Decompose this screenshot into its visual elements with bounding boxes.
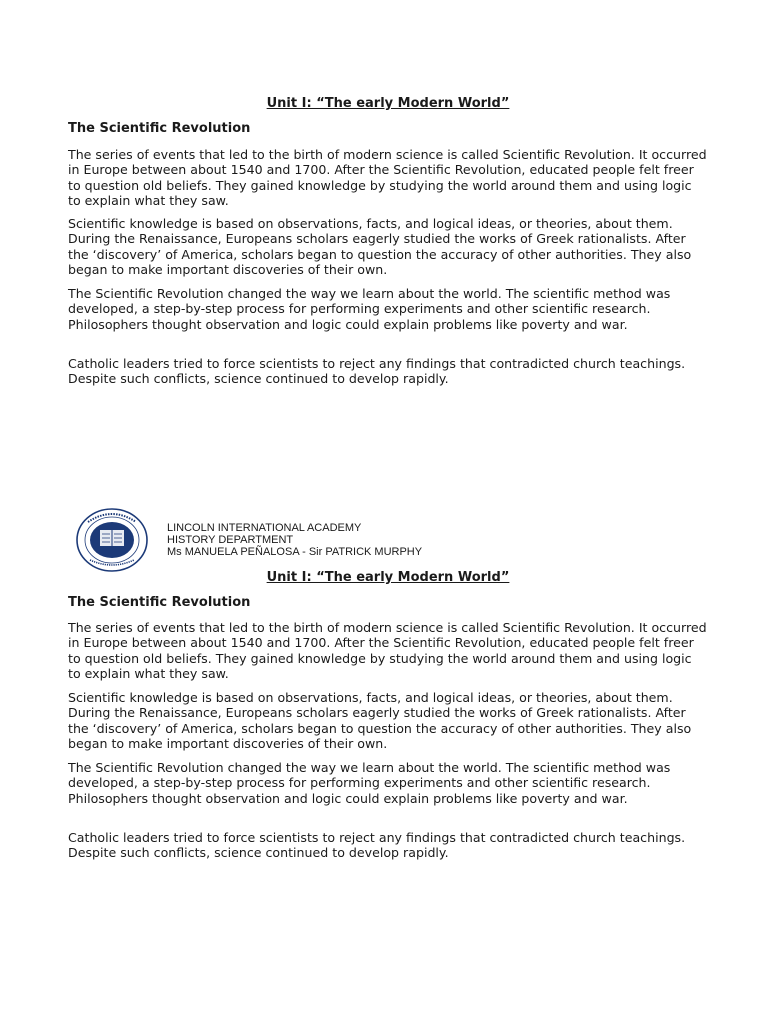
paragraph-text: Scientific knowledge is based on observations, facts, and logical ideas, or theories, about them. During the Renaissance, Europeans scholars eagerly studied the works of Greek rationalists. After the ‘discovery’ of America, scholars began to question the accuracy of other authorities. They also began to make important discoveries of their own. <box>68 216 692 277</box>
page-title: Unit I: “The early Modern World” <box>266 96 510 111</box>
page1-section <box>68 96 708 112</box>
paragraph <box>68 147 708 208</box>
paragraph-text: The series of events that led to the birth of modern science is called Scientific Revolution. It occurred in Europe between about 1540 and 1700. After the Scientific Revolution, educated people felt freer to question old beliefs. They gained knowledge by studying the world around them and using logic to explain what they saw. <box>68 620 707 681</box>
school-header <box>167 522 422 558</box>
paragraph <box>68 690 708 751</box>
paragraph-text: Catholic leaders tried to force scientists to reject any findings that contradicted church teachings. Despite such conflicts, science continued to develop rapidly. <box>68 356 686 387</box>
paragraph-text: Scientific knowledge is based on observations, facts, and logical ideas, or theories, about them. During the Renaissance, Europeans scholars eagerly studied the works of Greek rationalists. After the ‘discovery’ of America, scholars began to question the accuracy of other authorities. They also began to make important discoveries of their own. <box>68 690 692 751</box>
school-name: LINCOLN INTERNATIONAL ACADEMY <box>167 522 362 534</box>
paragraph <box>68 286 708 332</box>
page-title: Unit I: “The early Modern World” <box>266 570 510 585</box>
page1-heading-wrap <box>68 121 708 137</box>
page2-section <box>68 570 708 586</box>
paragraph <box>68 216 708 277</box>
paragraph-text: The series of events that led to the birth of modern science is called Scientific Revolution. It occurred in Europe between about 1540 and 1700. After the Scientific Revolution, educated people felt freer to question old beliefs. They gained knowledge by studying the world around them and using logic to explain what they saw. <box>68 147 707 208</box>
academy-logo-icon <box>76 508 148 572</box>
section-heading: The Scientific Revolution <box>68 595 251 610</box>
paragraph <box>68 620 708 681</box>
teacher-names: Ms MANUELA PEÑALOSA - Sir PATRICK MURPHY <box>167 546 423 558</box>
department-name: HISTORY DEPARTMENT <box>167 534 294 546</box>
paragraph <box>68 760 708 806</box>
page2-heading-wrap <box>68 595 708 611</box>
paragraph-text: The Scientific Revolution changed the way we learn about the world. The scientific method was developed, a step-by-step process for performing experiments and other scientific research. Philosophers thought observation and logic could explain problems like poverty and war. <box>68 760 671 806</box>
section-heading: The Scientific Revolution <box>68 121 251 136</box>
paragraph <box>68 830 708 861</box>
paragraph-text: The Scientific Revolution changed the way we learn about the world. The scientific method was developed, a step-by-step process for performing experiments and other scientific research. Philosophers thought observation and logic could explain problems like poverty and war. <box>68 286 671 332</box>
paragraph <box>68 356 708 387</box>
paragraph-text: Catholic leaders tried to force scientists to reject any findings that contradicted church teachings. Despite such conflicts, science continued to develop rapidly. <box>68 830 686 861</box>
